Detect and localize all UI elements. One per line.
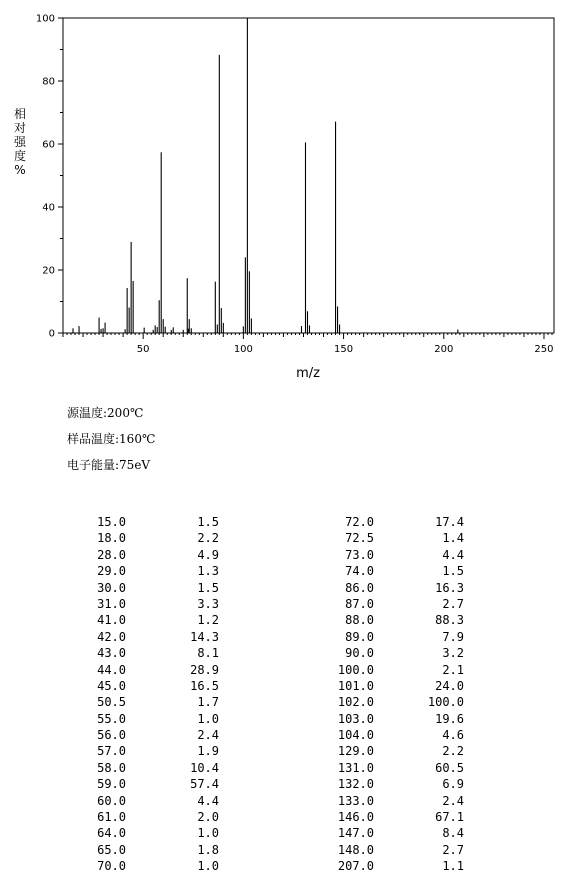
intensity-value: 1.8 bbox=[197, 842, 219, 857]
mz-value: 207.0 bbox=[337, 859, 374, 874]
y-axis-label bbox=[14, 106, 27, 177]
mz-value: 15.0 bbox=[97, 515, 126, 529]
intensity-value: 1.7 bbox=[197, 695, 219, 710]
x-axis-label: m/z bbox=[296, 366, 320, 381]
intensity-value: 2.0 bbox=[197, 810, 219, 825]
intensity-value: 2.7 bbox=[442, 842, 464, 857]
peak-table-left bbox=[60, 514, 219, 875]
mz-value: 50.5 bbox=[97, 695, 126, 710]
mz-value: 104.0 bbox=[337, 728, 374, 743]
mz-value: 65.0 bbox=[97, 842, 126, 857]
mz-value: 45.0 bbox=[97, 678, 126, 693]
table-row bbox=[310, 678, 464, 694]
x-tick-label: 150 bbox=[334, 344, 354, 355]
mz-value: 100.0 bbox=[337, 662, 374, 677]
table-row bbox=[310, 645, 464, 661]
intensity-value: 1.4 bbox=[442, 531, 464, 546]
mz-value: 129.0 bbox=[337, 744, 374, 759]
table-row bbox=[60, 580, 219, 596]
table-row bbox=[310, 727, 464, 743]
electron-energy: 电子能量:75eV bbox=[67, 458, 151, 472]
mz-value: 61.0 bbox=[97, 810, 126, 825]
mz-value: 43.0 bbox=[97, 646, 126, 661]
table-row bbox=[60, 530, 219, 546]
intensity-value: 10.4 bbox=[190, 760, 219, 775]
y-tick-label: 100 bbox=[35, 13, 55, 25]
peak-bars bbox=[73, 18, 458, 333]
intensity-value: 88.3 bbox=[435, 613, 464, 628]
intensity-value: 28.9 bbox=[190, 662, 219, 677]
table-row bbox=[60, 678, 219, 694]
y-axis-label-char: 对 bbox=[13, 121, 27, 135]
table-row bbox=[310, 809, 464, 825]
table-row bbox=[310, 776, 464, 792]
table-row bbox=[60, 760, 219, 776]
mz-value: 148.0 bbox=[337, 842, 374, 857]
table-row bbox=[310, 514, 464, 530]
intensity-value: 4.4 bbox=[442, 547, 464, 562]
intensity-value: 100.0 bbox=[427, 695, 464, 710]
mz-value: 64.0 bbox=[97, 826, 126, 841]
table-row bbox=[310, 629, 464, 645]
mz-value: 31.0 bbox=[97, 596, 126, 611]
table-row bbox=[60, 694, 219, 710]
table-row bbox=[60, 809, 219, 825]
intensity-value: 2.1 bbox=[442, 662, 464, 677]
intensity-value: 8.4 bbox=[442, 826, 464, 841]
intensity-value: 16.3 bbox=[435, 580, 464, 595]
table-row bbox=[60, 514, 219, 530]
mz-value: 90.0 bbox=[345, 646, 374, 661]
mz-value: 70.0 bbox=[97, 859, 126, 874]
table-row bbox=[310, 580, 464, 596]
mz-value: 146.0 bbox=[337, 810, 374, 825]
x-tick-label: 250 bbox=[534, 344, 554, 355]
intensity-value: 16.5 bbox=[190, 678, 219, 693]
mz-value: 57.0 bbox=[97, 744, 126, 759]
intensity-value: 57.4 bbox=[190, 777, 219, 792]
intensity-value: 2.2 bbox=[197, 531, 219, 546]
table-row bbox=[60, 825, 219, 841]
mz-value: 72.0 bbox=[345, 515, 374, 529]
plot-frame bbox=[63, 18, 554, 333]
intensity-value: 1.3 bbox=[197, 564, 219, 579]
mz-value: 131.0 bbox=[337, 760, 374, 775]
mz-value: 41.0 bbox=[97, 613, 126, 628]
mz-value: 42.0 bbox=[97, 629, 126, 644]
x-tick-label: 50 bbox=[136, 344, 150, 355]
table-row bbox=[310, 793, 464, 809]
sample-temperature: 样品温度:160℃ bbox=[67, 432, 156, 446]
x-tick-label: 100 bbox=[233, 344, 253, 355]
mass-spectrum-chart bbox=[0, 0, 570, 395]
mz-value: 60.0 bbox=[97, 793, 126, 808]
table-row bbox=[60, 842, 219, 858]
mz-value: 58.0 bbox=[97, 760, 126, 775]
peak-table-right bbox=[310, 514, 464, 875]
mz-value: 73.0 bbox=[345, 547, 374, 562]
table-row bbox=[60, 563, 219, 579]
intensity-value: 3.3 bbox=[197, 596, 219, 611]
mz-value: 56.0 bbox=[97, 728, 126, 743]
mz-value: 132.0 bbox=[337, 777, 374, 792]
intensity-value: 24.0 bbox=[435, 678, 464, 693]
table-row bbox=[310, 563, 464, 579]
table-row bbox=[60, 612, 219, 628]
table-row bbox=[60, 711, 219, 727]
intensity-value: 2.4 bbox=[197, 728, 219, 743]
intensity-value: 67.1 bbox=[435, 810, 464, 825]
mz-value: 147.0 bbox=[337, 826, 374, 841]
intensity-value: 60.5 bbox=[435, 760, 464, 775]
mz-value: 89.0 bbox=[345, 629, 374, 644]
intensity-value: 2.2 bbox=[442, 744, 464, 759]
table-row bbox=[60, 547, 219, 563]
intensity-value: 1.5 bbox=[197, 580, 219, 595]
table-row bbox=[310, 694, 464, 710]
table-row bbox=[60, 727, 219, 743]
intensity-value: 3.2 bbox=[442, 646, 464, 661]
mz-value: 101.0 bbox=[337, 678, 374, 693]
mz-value: 103.0 bbox=[337, 711, 374, 726]
mz-value: 29.0 bbox=[97, 564, 126, 579]
intensity-value: 7.9 bbox=[442, 629, 464, 644]
y-tick-label: 20 bbox=[42, 265, 55, 277]
intensity-value: 14.3 bbox=[190, 629, 219, 644]
y-tick-label: 60 bbox=[42, 139, 55, 151]
source-temperature: 源温度:200℃ bbox=[67, 406, 144, 420]
intensity-value: 1.2 bbox=[197, 613, 219, 628]
intensity-value: 1.5 bbox=[197, 515, 219, 529]
intensity-value: 1.1 bbox=[442, 859, 464, 874]
intensity-value: 1.0 bbox=[197, 859, 219, 874]
intensity-value: 1.5 bbox=[442, 564, 464, 579]
intensity-value: 19.6 bbox=[435, 711, 464, 726]
table-row bbox=[310, 858, 464, 874]
table-row bbox=[310, 760, 464, 776]
y-axis-label-char: 相 bbox=[13, 107, 27, 121]
y-tick-label: 80 bbox=[42, 76, 55, 88]
intensity-value: 4.9 bbox=[197, 547, 219, 562]
table-row bbox=[310, 547, 464, 563]
intensity-value: 4.4 bbox=[197, 793, 219, 808]
table-row bbox=[310, 711, 464, 727]
table-row bbox=[60, 596, 219, 612]
mz-value: 30.0 bbox=[97, 580, 126, 595]
mz-value: 55.0 bbox=[97, 711, 126, 726]
table-row bbox=[60, 858, 219, 874]
mz-value: 18.0 bbox=[97, 531, 126, 546]
mz-value: 74.0 bbox=[345, 564, 374, 579]
table-row bbox=[310, 743, 464, 759]
y-axis-label-char: 强 bbox=[13, 135, 27, 149]
intensity-value: 1.0 bbox=[197, 826, 219, 841]
intensity-value: 2.4 bbox=[442, 793, 464, 808]
y-tick-label: 0 bbox=[48, 328, 55, 340]
mz-value: 88.0 bbox=[345, 613, 374, 628]
y-axis-label-char: 度 bbox=[13, 149, 27, 163]
mz-value: 133.0 bbox=[337, 793, 374, 808]
table-row bbox=[60, 662, 219, 678]
table-row bbox=[310, 842, 464, 858]
intensity-value: 4.6 bbox=[442, 728, 464, 743]
intensity-value: 2.7 bbox=[442, 596, 464, 611]
table-row bbox=[60, 743, 219, 759]
y-axis-label-char: % bbox=[14, 163, 26, 177]
intensity-value: 1.0 bbox=[197, 711, 219, 726]
mz-value: 102.0 bbox=[337, 695, 374, 710]
mz-value: 86.0 bbox=[345, 580, 374, 595]
mz-value: 59.0 bbox=[97, 777, 126, 792]
y-tick-label: 40 bbox=[42, 202, 55, 214]
intensity-value: 1.9 bbox=[197, 744, 219, 759]
table-row bbox=[60, 645, 219, 661]
table-row bbox=[60, 793, 219, 809]
table-row bbox=[60, 776, 219, 792]
table-row bbox=[310, 825, 464, 841]
intensity-value: 8.1 bbox=[197, 646, 219, 661]
mz-value: 44.0 bbox=[97, 662, 126, 677]
intensity-value: 6.9 bbox=[442, 777, 464, 792]
intensity-value: 17.4 bbox=[435, 515, 464, 529]
table-row bbox=[310, 612, 464, 628]
table-row bbox=[60, 629, 219, 645]
mz-value: 72.5 bbox=[345, 531, 374, 546]
mz-value: 87.0 bbox=[345, 596, 374, 611]
table-row bbox=[310, 596, 464, 612]
mz-value: 28.0 bbox=[97, 547, 126, 562]
table-row bbox=[310, 662, 464, 678]
y-axis bbox=[36, 14, 63, 340]
table-row bbox=[310, 530, 464, 546]
x-axis bbox=[63, 333, 554, 355]
x-tick-label: 200 bbox=[434, 344, 454, 355]
